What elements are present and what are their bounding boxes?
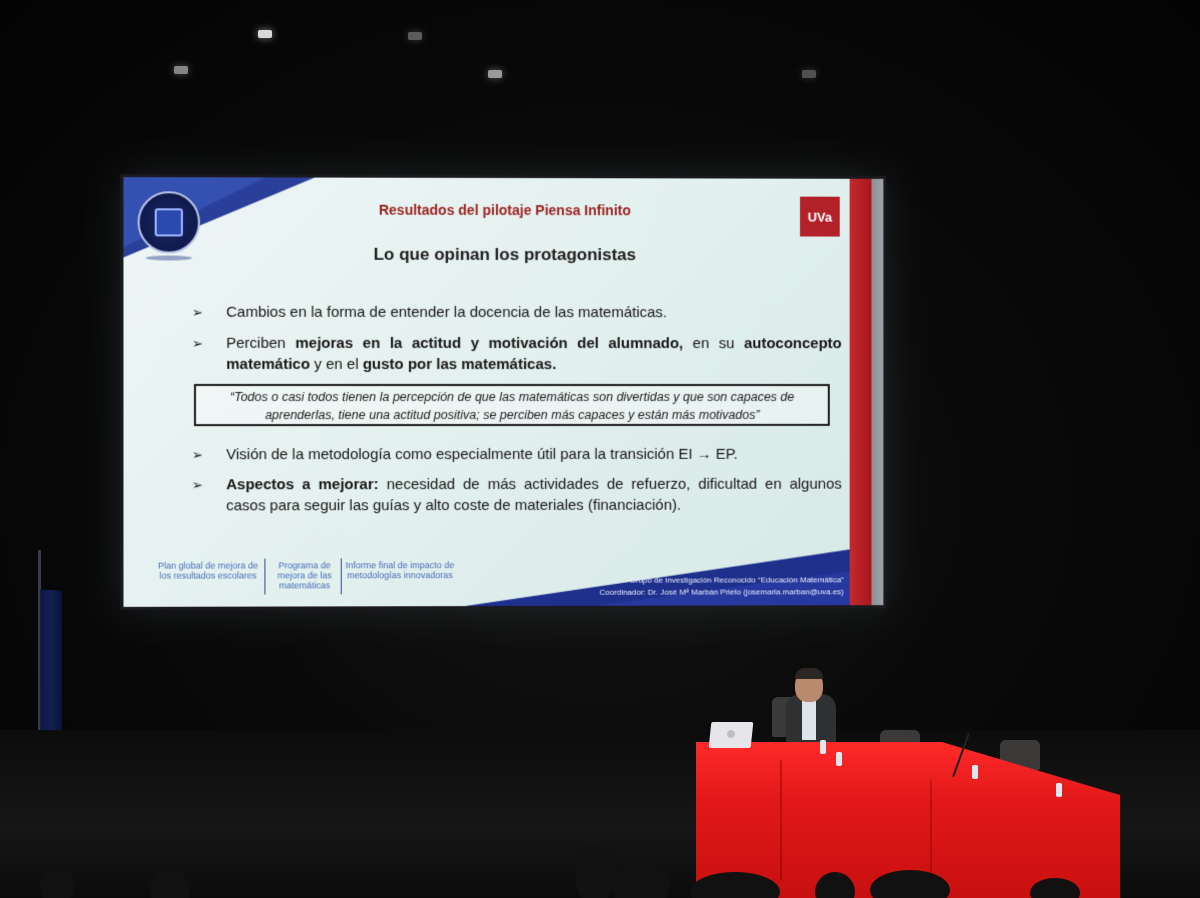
- presentation-slide: [123, 177, 883, 607]
- bullet-item: ➢ Cambios en la forma de entender la docencia de las matemáticas.: [192, 302, 842, 324]
- arrow-bullet-icon: ➢: [191, 477, 203, 493]
- footer-link-informe[interactable]: Informe final de impacto de metodologías innovadoras: [345, 560, 455, 581]
- arrow-bullet-icon: ➢: [191, 447, 203, 463]
- footer-credit-group: Grupo de Investigación Reconocido “Educación Matemática”: [629, 575, 844, 585]
- quote-box: “Todos o casi todos tienen la percepción de que las matemáticas son divertidas y que son capaces de aprenderlas, tiene una actitud positiva; se perciben más capaces y están más motivados”: [194, 384, 830, 426]
- speaker-hair: [795, 668, 823, 679]
- ceiling-light: [258, 30, 272, 38]
- slide-red-stripe: [850, 179, 872, 605]
- water-bottle: [820, 740, 826, 754]
- apple-logo-icon: [727, 730, 735, 738]
- footer-divider: [341, 558, 342, 594]
- table-cloth-fold: [780, 760, 782, 880]
- footer-credit-coordinator: Coordinador: Dr. José Mª Marbán Prieto (josemaria.marban@uva.es): [599, 587, 844, 597]
- footer-divider: [264, 558, 265, 594]
- ceiling-light: [408, 32, 422, 40]
- arrow-bullet-icon: ➢: [191, 304, 203, 320]
- slide-title: Lo que opinan los protagonistas: [373, 244, 637, 265]
- bullet-item: ➢ Perciben mejoras en la actitud y motivación del alumnado, en su autoconcepto matemático y en el gusto por las matemáticas.: [192, 333, 842, 375]
- bullet-item: ➢ Visión de la metodología como especialmente útil para la transición EI → EP.: [192, 444, 842, 465]
- footer-link-programa[interactable]: Programa de mejora de las matemáticas: [277, 560, 332, 591]
- projection-screen: [120, 174, 886, 610]
- water-bottle: [1056, 783, 1062, 797]
- bullet-item: ➢ Aspectos a mejorar: necesidad de más actividades de refuerzo, dificultad en algunos casos para seguir las guías y alto coste de materiales (financiación).: [191, 475, 842, 515]
- uva-logo: UVa: [800, 197, 840, 237]
- footer-link-plan-global[interactable]: Plan global de mejora de los resultados escolares: [157, 560, 259, 581]
- slide-header: Resultados del pilotaje Piensa Infinito: [378, 201, 631, 219]
- education-math-logo-icon: [138, 191, 200, 253]
- audience-member: [40, 866, 74, 898]
- water-bottle: [836, 752, 842, 766]
- ceiling-light: [174, 66, 188, 74]
- ceiling-light: [802, 70, 816, 78]
- audience-member: [575, 845, 615, 898]
- ceiling-light: [488, 70, 502, 78]
- speaker-shirt: [802, 700, 816, 740]
- arrow-bullet-icon: ➢: [191, 335, 203, 351]
- logo-shadow: [146, 255, 192, 260]
- slide-grey-stripe: [871, 179, 883, 605]
- water-bottle: [972, 765, 978, 779]
